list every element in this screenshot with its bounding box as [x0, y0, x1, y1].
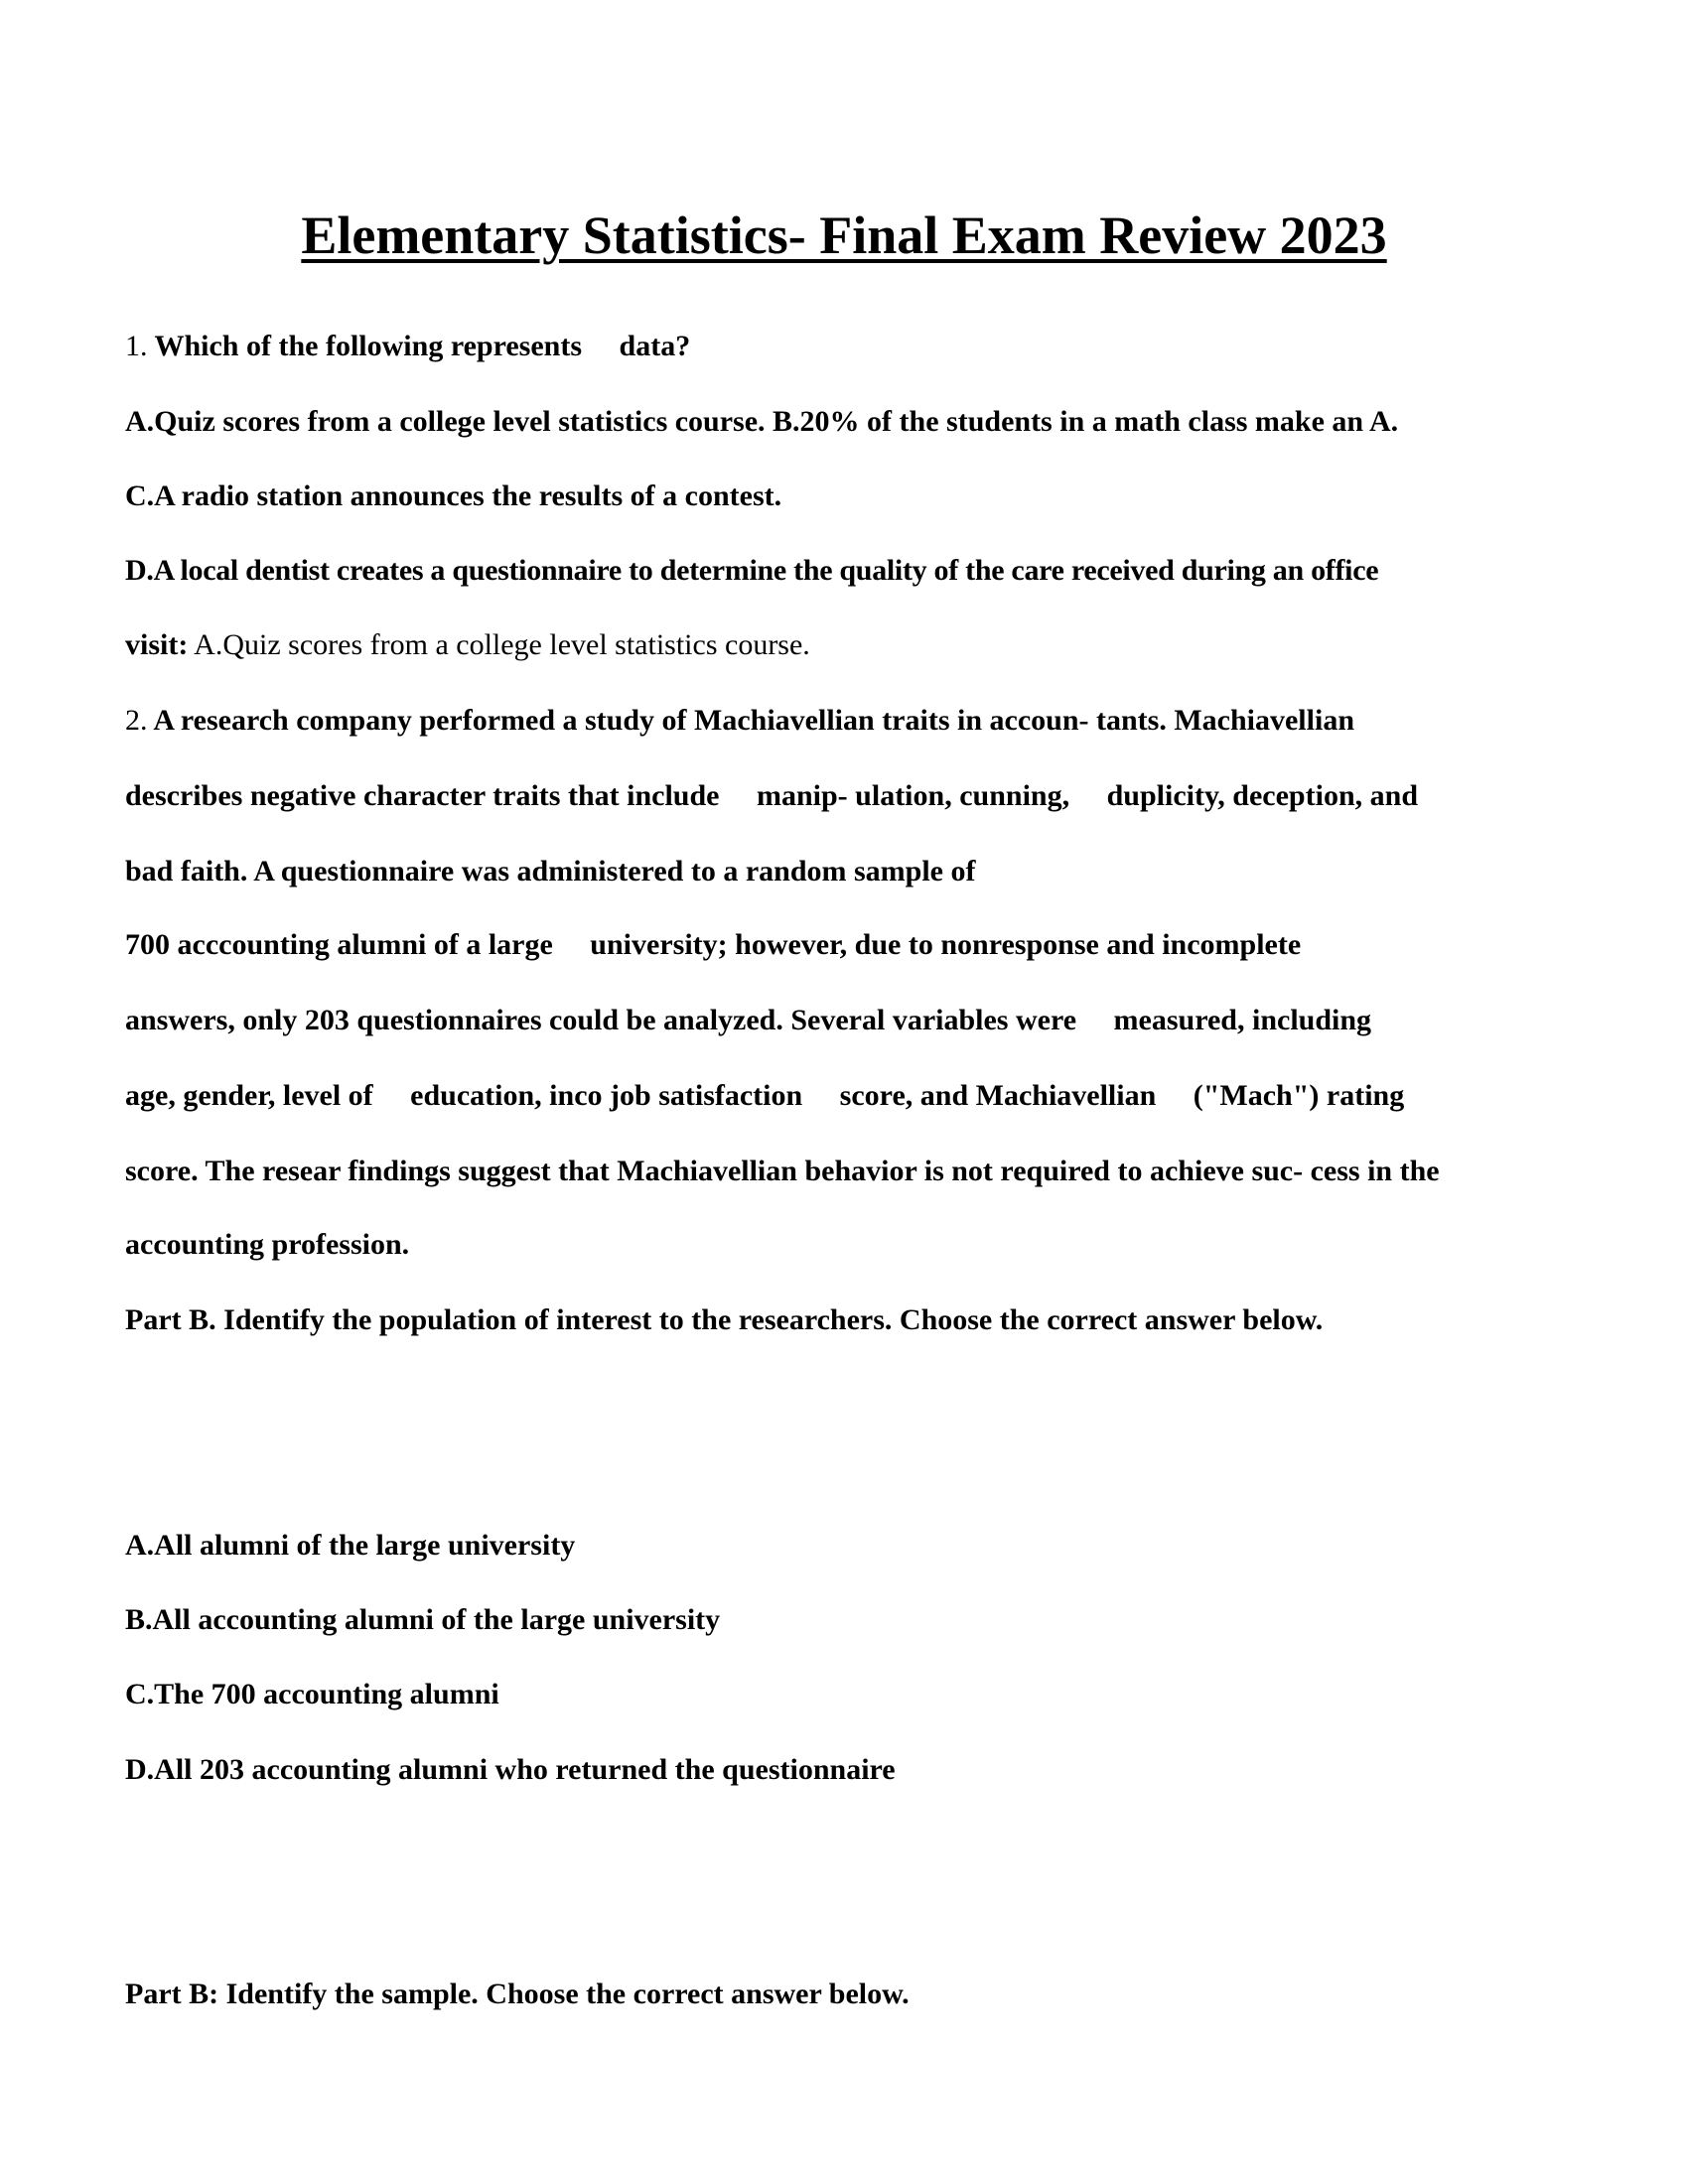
question-2-line: score. The resear findings suggest that Machiavellian behavior is not required to achieve suc- cess in the	[125, 1155, 1440, 1187]
option-d: D.A local dentist creates a questionnaire to determine the quality of the care received during an office	[125, 554, 1379, 587]
part-b-sample-prompt: Part B: Identify the sample. Choose the correct answer below.	[125, 1978, 910, 2010]
question-1	[125, 329, 690, 364]
option-ab: A.Quiz scores from a college level statistics course. B.20% of the students in a math class make an A.	[125, 405, 1399, 438]
question-2-line: age, gender, level of education, inco job satisfaction score, and Machiavellian ("Mach") rating	[125, 1079, 1405, 1112]
question-2-line: answers, only 203 questionnaires could be analyzed. Several variables were measured, including	[125, 1004, 1372, 1036]
option-d-end: visit:	[125, 628, 189, 661]
title-text: Elementary Statistics- Final Exam Review 2023	[301, 205, 1387, 265]
question-2-line: 700 acccounting alumni of a large university; however, due to nonresponse and incomplete	[125, 928, 1302, 961]
option-a: A.All alumni of the large university	[125, 1529, 576, 1562]
question-2-line: bad faith. A questionnaire was administered to a random sample of	[125, 855, 976, 887]
question-number: 2.	[125, 704, 148, 737]
page-title	[0, 204, 1688, 267]
option-c: C.The 700 accounting alumni	[125, 1678, 499, 1710]
question-text: Which of the following represents data?	[154, 330, 691, 362]
question-2-line	[125, 703, 1354, 739]
question-text: A research company performed a study of Machiavellian traits in accoun- tants. Machiavellian	[153, 704, 1354, 737]
option-b: B.All accounting alumni of the large university	[125, 1603, 721, 1636]
question-number: 1.	[125, 330, 148, 362]
question-2-line: describes negative character traits that include manip- ulation, cunning, duplicity, deception, and	[125, 779, 1418, 812]
question-2-line: accounting profession.	[125, 1228, 410, 1261]
part-b-population-prompt: Part B. Identify the population of interest to the researchers. Choose the correct answer below.	[125, 1303, 1324, 1336]
answer-text: A.Quiz scores from a college level statistics course.	[188, 628, 810, 661]
option-c: C.A radio station announces the results of a contest.	[125, 479, 782, 512]
option-d: D.All 203 accounting alumni who returned the questionnaire	[125, 1753, 896, 1786]
answer-line	[125, 627, 810, 663]
